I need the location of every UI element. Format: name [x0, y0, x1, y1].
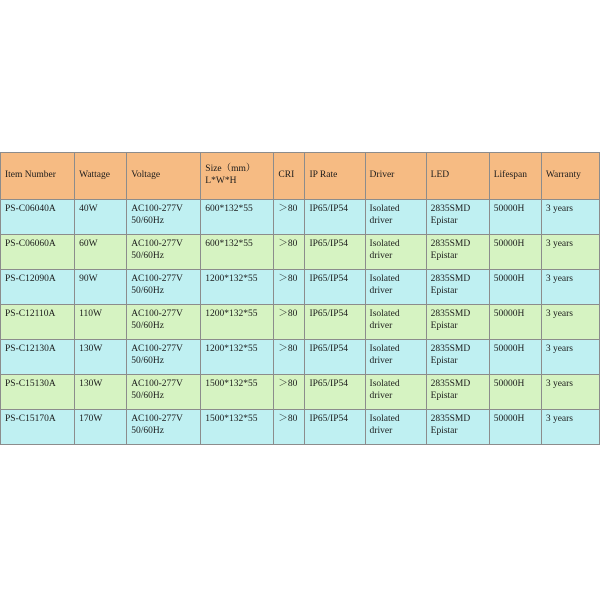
cell-wattage: 40W — [75, 200, 127, 235]
cell-driver-line2: driver — [369, 355, 393, 366]
cell-led-line2: Epistar — [430, 215, 458, 226]
table-body — [1, 200, 600, 445]
cell-voltage — [127, 375, 201, 410]
cell-wattage: 90W — [75, 270, 127, 305]
cell-ip-rate: IP65/IP54 — [305, 200, 365, 235]
cell-item-number: PS-C15130A — [1, 375, 75, 410]
cell-lifespan: 50000H — [489, 340, 541, 375]
cell-wattage: 130W — [75, 340, 127, 375]
cell-driver-line2: driver — [369, 215, 393, 226]
cell-lifespan: 50000H — [489, 305, 541, 340]
cell-driver-line2: driver — [369, 425, 393, 436]
cell-size: 600*132*55 — [201, 200, 274, 235]
cell-wattage: 60W — [75, 235, 127, 270]
cell-voltage-line2: 50/60Hz — [131, 250, 164, 261]
cell-voltage-line2: 50/60Hz — [131, 390, 164, 401]
cell-driver-line1: Isolated — [369, 344, 400, 354]
cell-driver — [365, 410, 426, 445]
cell-driver — [365, 305, 426, 340]
column-header-ip-rate — [305, 153, 365, 200]
cell-size: 1500*132*55 — [201, 375, 274, 410]
column-header-driver-label: Driver — [369, 170, 395, 181]
cell-voltage-line1: AC100-277V — [131, 309, 183, 319]
cell-ip-rate: IP65/IP54 — [305, 270, 365, 305]
cell-led-line1: 2835SMD — [430, 239, 471, 249]
cell-ip-rate: IP65/IP54 — [305, 305, 365, 340]
cell-driver — [365, 375, 426, 410]
column-header-lifespan-label: Lifespan — [493, 170, 527, 181]
cell-driver — [365, 235, 426, 270]
cell-size: 600*132*55 — [201, 235, 274, 270]
cell-led-line2: Epistar — [430, 250, 458, 261]
cell-driver-line2: driver — [369, 285, 393, 296]
table-row — [1, 305, 600, 340]
cell-driver-line2: driver — [369, 320, 393, 331]
cell-voltage-line1: AC100-277V — [131, 274, 183, 284]
cell-led-line1: 2835SMD — [430, 379, 471, 389]
cell-cri: ＞80 — [274, 235, 305, 270]
cell-driver-line1: Isolated — [369, 274, 400, 284]
cell-led-line1: 2835SMD — [430, 274, 471, 284]
cell-driver-line2: driver — [369, 390, 393, 401]
column-header-voltage — [127, 153, 201, 200]
cell-led — [426, 235, 489, 270]
cell-wattage: 170W — [75, 410, 127, 445]
cell-cri: ＞80 — [274, 410, 305, 445]
cell-lifespan: 50000H — [489, 410, 541, 445]
cell-voltage-line2: 50/60Hz — [131, 215, 164, 226]
cell-ip-rate: IP65/IP54 — [305, 410, 365, 445]
cell-led-line2: Epistar — [430, 320, 458, 331]
cell-led — [426, 375, 489, 410]
table-row — [1, 200, 600, 235]
cell-lifespan: 50000H — [489, 235, 541, 270]
cell-cri: ＞80 — [274, 200, 305, 235]
cell-driver-line2: driver — [369, 250, 393, 261]
cell-size: 1200*132*55 — [201, 340, 274, 375]
cell-led-line2: Epistar — [430, 425, 458, 436]
table-row — [1, 340, 600, 375]
cell-size: 1200*132*55 — [201, 305, 274, 340]
cell-warranty: 3 years — [541, 200, 599, 235]
cell-voltage — [127, 200, 201, 235]
table-row — [1, 375, 600, 410]
cell-ip-rate: IP65/IP54 — [305, 340, 365, 375]
cell-voltage — [127, 270, 201, 305]
cell-item-number: PS-C12110A — [1, 305, 75, 340]
cell-cri: ＞80 — [274, 305, 305, 340]
spec-table-container — [0, 152, 600, 445]
cell-voltage-line1: AC100-277V — [131, 379, 183, 389]
cell-led — [426, 305, 489, 340]
column-header-item-number-label: Item Number — [5, 170, 56, 181]
cell-size: 1200*132*55 — [201, 270, 274, 305]
product-specification-table — [0, 152, 600, 445]
cell-voltage-line2: 50/60Hz — [131, 320, 164, 331]
cell-led-line2: Epistar — [430, 355, 458, 366]
cell-led-line1: 2835SMD — [430, 309, 471, 319]
cell-driver-line1: Isolated — [369, 239, 400, 249]
cell-lifespan: 50000H — [489, 270, 541, 305]
cell-warranty: 3 years — [541, 375, 599, 410]
column-header-wattage — [75, 153, 127, 200]
column-header-size-label-line1: Size（mm） — [205, 164, 256, 175]
table-row — [1, 410, 600, 445]
cell-item-number: PS-C12130A — [1, 340, 75, 375]
cell-led-line2: Epistar — [430, 285, 458, 296]
column-header-voltage-label: Voltage — [131, 170, 161, 181]
cell-led-line1: 2835SMD — [430, 344, 471, 354]
cell-cri: ＞80 — [274, 270, 305, 305]
column-header-ip-rate-label: IP Rate — [309, 170, 338, 181]
column-header-led-label: LED — [430, 170, 450, 181]
table-row — [1, 270, 600, 305]
column-header-size — [201, 153, 274, 200]
cell-voltage-line2: 50/60Hz — [131, 285, 164, 296]
cell-warranty: 3 years — [541, 305, 599, 340]
cell-driver-line1: Isolated — [369, 309, 400, 319]
cell-cri: ＞80 — [274, 375, 305, 410]
cell-ip-rate: IP65/IP54 — [305, 235, 365, 270]
cell-wattage: 130W — [75, 375, 127, 410]
cell-voltage — [127, 305, 201, 340]
cell-voltage-line1: AC100-277V — [131, 344, 183, 354]
cell-cri: ＞80 — [274, 340, 305, 375]
cell-led — [426, 340, 489, 375]
cell-voltage-line2: 50/60Hz — [131, 355, 164, 366]
column-header-warranty — [541, 153, 599, 200]
cell-voltage-line2: 50/60Hz — [131, 425, 164, 436]
cell-driver-line1: Isolated — [369, 204, 400, 214]
cell-driver-line1: Isolated — [369, 379, 400, 389]
cell-warranty: 3 years — [541, 410, 599, 445]
column-header-led — [426, 153, 489, 200]
cell-lifespan: 50000H — [489, 200, 541, 235]
cell-led — [426, 200, 489, 235]
cell-voltage-line1: AC100-277V — [131, 414, 183, 424]
cell-warranty: 3 years — [541, 270, 599, 305]
cell-voltage — [127, 410, 201, 445]
table-row — [1, 235, 600, 270]
cell-led-line1: 2835SMD — [430, 414, 471, 424]
cell-warranty: 3 years — [541, 235, 599, 270]
column-header-wattage-label: Wattage — [79, 170, 110, 181]
cell-item-number: PS-C15170A — [1, 410, 75, 445]
cell-led — [426, 410, 489, 445]
column-header-lifespan — [489, 153, 541, 200]
column-header-warranty-label: Warranty — [545, 170, 581, 181]
column-header-item-number — [1, 153, 75, 200]
cell-size: 1500*132*55 — [201, 410, 274, 445]
cell-voltage-line1: AC100-277V — [131, 239, 183, 249]
cell-led-line1: 2835SMD — [430, 204, 471, 214]
cell-item-number: PS-C06040A — [1, 200, 75, 235]
table-header-row — [1, 153, 600, 200]
cell-driver — [365, 340, 426, 375]
cell-item-number: PS-C12090A — [1, 270, 75, 305]
cell-driver — [365, 270, 426, 305]
cell-driver-line1: Isolated — [369, 414, 400, 424]
cell-led-line2: Epistar — [430, 390, 458, 401]
cell-voltage-line1: AC100-277V — [131, 204, 183, 214]
table-header — [1, 153, 600, 200]
cell-lifespan: 50000H — [489, 375, 541, 410]
cell-driver — [365, 200, 426, 235]
column-header-cri-label: CRI — [278, 170, 295, 181]
cell-warranty: 3 years — [541, 340, 599, 375]
column-header-driver — [365, 153, 426, 200]
column-header-size-label-line2: L*W*H — [205, 176, 237, 186]
cell-ip-rate: IP65/IP54 — [305, 375, 365, 410]
cell-led — [426, 270, 489, 305]
cell-item-number: PS-C06060A — [1, 235, 75, 270]
cell-wattage: 110W — [75, 305, 127, 340]
cell-voltage — [127, 235, 201, 270]
cell-voltage — [127, 340, 201, 375]
column-header-cri — [274, 153, 305, 200]
